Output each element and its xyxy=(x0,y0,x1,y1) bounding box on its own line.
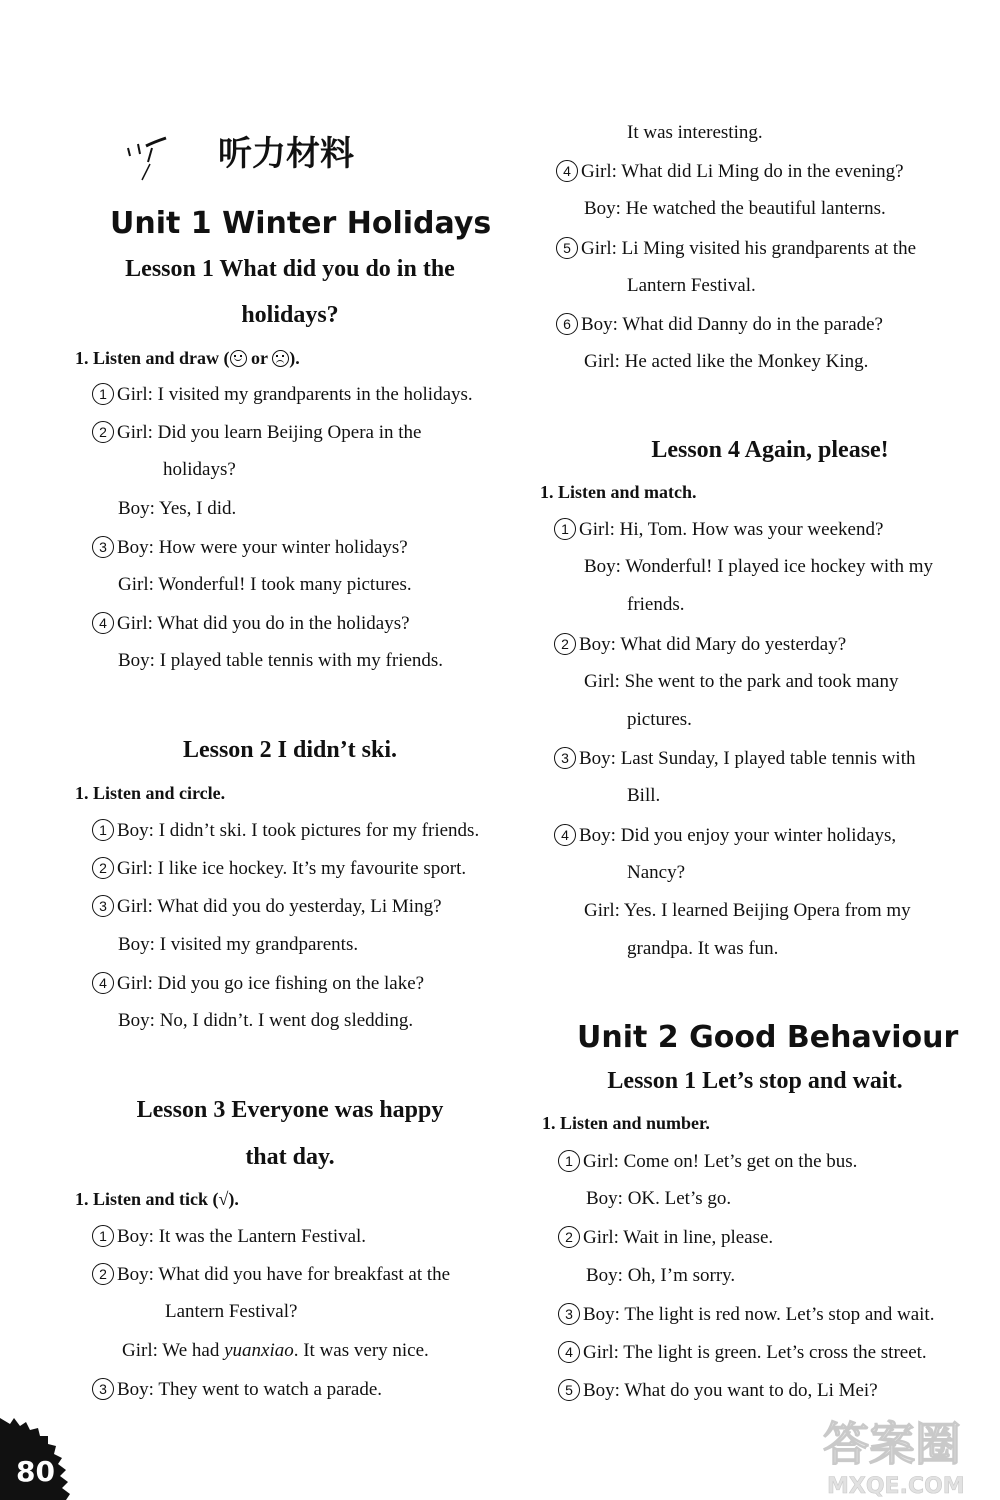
item-number: 2 xyxy=(92,857,114,879)
dialogue-text: Bill. xyxy=(627,785,661,806)
site-watermark-logo xyxy=(815,1405,1000,1500)
dialogue-line xyxy=(165,1301,297,1323)
item-number: 6 xyxy=(556,313,578,335)
dialogue-line xyxy=(118,1010,413,1032)
item-number: 2 xyxy=(554,633,576,655)
dialogue-line xyxy=(92,536,408,559)
dialogue-text: Girl: What did you do yesterday, Li Ming? xyxy=(117,896,442,917)
item-number: 2 xyxy=(92,421,114,443)
dialogue-line xyxy=(92,1263,450,1286)
dialogue-text: pictures. xyxy=(627,709,692,730)
dialogue-line xyxy=(627,709,692,731)
dialogue-text: . It was very nice. xyxy=(293,1340,429,1361)
dialogue-line xyxy=(92,1378,382,1401)
dialogue-text: Girl: I visited my grandparents in the holidays. xyxy=(117,384,473,405)
dialogue-line xyxy=(558,1303,934,1326)
dialogue-line xyxy=(92,421,421,444)
exercise-text: or xyxy=(246,348,273,368)
dialogue-text: Boy: Did you enjoy your winter holidays, xyxy=(579,825,897,846)
dialogue-line xyxy=(554,824,896,847)
item-number: 4 xyxy=(92,612,114,634)
dialogue-line xyxy=(118,934,358,956)
dialogue-line xyxy=(556,313,883,336)
dialogue-text: Boy: The light is red now. Let’s stop and wait. xyxy=(583,1304,935,1325)
dialogue-text: Boy: How were your winter holidays? xyxy=(117,537,408,558)
item-number: 5 xyxy=(556,237,578,259)
dialogue-text: Boy: What do you want to do, Li Mei? xyxy=(583,1380,878,1401)
dialogue-line xyxy=(584,556,933,578)
dialogue-text: Girl: We had xyxy=(122,1340,225,1361)
page-title: 听力材料 xyxy=(218,134,354,174)
dialogue-text: friends. xyxy=(627,594,685,615)
dialogue-line xyxy=(584,198,886,220)
dialogue-line xyxy=(118,650,443,672)
dialogue-text: Girl: Yes. I learned Beijing Opera from my xyxy=(584,900,911,921)
dialogue-text: Lantern Festival? xyxy=(165,1301,298,1322)
dialogue-text: Boy: Oh, I’m sorry. xyxy=(586,1265,736,1286)
dialogue-text: Boy: What did Mary do yesterday? xyxy=(579,634,847,655)
smiley-face-icon xyxy=(230,350,247,367)
unit-2-lesson-1-title: Lesson 1 Let’s stop and wait. xyxy=(607,1068,903,1094)
dialogue-text: Boy: OK. Let’s go. xyxy=(586,1188,732,1209)
dialogue-line xyxy=(627,785,660,807)
item-number: 2 xyxy=(558,1226,580,1248)
dialogue-text: Boy: I visited my grandparents. xyxy=(118,934,359,955)
dialogue-line xyxy=(92,972,424,995)
dialogue-line xyxy=(584,900,911,922)
dialogue-line xyxy=(558,1150,857,1173)
dialogue-line xyxy=(92,1225,366,1248)
exercise-heading xyxy=(75,348,300,369)
item-number: 1 xyxy=(554,518,576,540)
exercise-heading: 1. Listen and match. xyxy=(540,482,697,502)
item-number: 3 xyxy=(92,895,114,917)
dialogue-text: Girl: Li Ming visited his grandparents at the xyxy=(581,238,917,259)
item-number: 4 xyxy=(556,160,578,182)
dialogue-text: Boy: Wonderful! I played ice hockey with my xyxy=(584,556,934,577)
dialogue-text: Boy: Last Sunday, I played table tennis with xyxy=(579,748,916,769)
dialogue-text: Boy: No, I didn’t. I went dog sledding. xyxy=(118,1010,414,1031)
dialogue-line xyxy=(92,857,466,880)
dialogue-text: Boy: What did you have for breakfast at the xyxy=(117,1264,451,1285)
dialogue-text: Boy: They went to watch a parade. xyxy=(117,1379,383,1400)
item-number: 3 xyxy=(558,1303,580,1325)
dialogue-text: Girl: Hi, Tom. How was your weekend? xyxy=(579,519,884,540)
dialogue-text: Girl: The light is green. Let’s cross the street. xyxy=(583,1342,927,1363)
dialogue-text: Girl: What did you do in the holidays? xyxy=(117,613,410,634)
dialogue-line xyxy=(556,237,916,260)
pen-stroke-icon xyxy=(120,134,180,194)
exercise-text: 1. Listen and draw ( xyxy=(75,348,230,368)
lesson-1-title-line2: holidays? xyxy=(241,302,339,328)
page-number: 80 xyxy=(16,1455,55,1488)
dialogue-line xyxy=(586,1265,735,1287)
dialogue-line xyxy=(558,1226,773,1249)
dialogue-text: Boy: I played table tennis with my friends. xyxy=(118,650,444,671)
dialogue-line xyxy=(118,574,412,596)
item-number: 2 xyxy=(92,1263,114,1285)
dialogue-text: Girl: Did you learn Beijing Opera in the xyxy=(117,422,422,443)
dialogue-text: Lantern Festival. xyxy=(627,275,756,296)
item-number: 3 xyxy=(92,536,114,558)
dialogue-line xyxy=(92,895,442,918)
dialogue-text: Girl: Did you go ice fishing on the lake? xyxy=(117,973,425,994)
dialogue-line xyxy=(584,671,899,693)
dialogue-text: It was interesting. xyxy=(627,122,763,143)
dialogue-text: Girl: Wait in line, please. xyxy=(583,1227,774,1248)
dialogue-line xyxy=(118,498,236,520)
item-number: 1 xyxy=(92,383,114,405)
item-number: 1 xyxy=(558,1150,580,1172)
item-number: 1 xyxy=(92,1225,114,1247)
dialogue-text: Girl: He acted like the Monkey King. xyxy=(584,351,869,372)
dialogue-text: Girl: I like ice hockey. It’s my favourite sport. xyxy=(117,858,467,879)
item-number: 1 xyxy=(92,819,114,841)
dialogue-line xyxy=(584,351,868,373)
dialogue-line xyxy=(558,1341,927,1364)
dialogue-text: Girl: Come on! Let’s get on the bus. xyxy=(583,1151,858,1172)
dialogue-line xyxy=(92,819,479,842)
dialogue-text: holidays? xyxy=(163,459,236,480)
item-number: 4 xyxy=(92,972,114,994)
dialogue-line xyxy=(122,1340,429,1362)
lesson-2-title: Lesson 2 I didn’t ski. xyxy=(182,737,398,763)
dialogue-text: Boy: I didn’t ski. I took pictures for my friends. xyxy=(117,820,480,841)
dialogue-text: Boy: It was the Lantern Festival. xyxy=(117,1226,367,1247)
lesson-1-title-line1: Lesson 1 What did you do in the xyxy=(125,256,455,282)
exercise-text: ). xyxy=(289,348,300,368)
dialogue-line xyxy=(163,459,236,481)
lesson-3-title-line1: Lesson 3 Everyone was happy xyxy=(136,1097,444,1123)
item-number: 5 xyxy=(558,1379,580,1401)
dialogue-text: Nancy? xyxy=(627,862,686,883)
dialogue-text: Girl: She went to the park and took many xyxy=(584,671,899,692)
dialogue-text: Boy: He watched the beautiful lanterns. xyxy=(584,198,886,219)
item-number: 3 xyxy=(92,1378,114,1400)
sad-face-icon xyxy=(272,350,289,367)
svg-text:答案圈: 答案圈 xyxy=(823,1417,961,1471)
dialogue-text: Girl: Wonderful! I took many pictures. xyxy=(118,574,412,595)
dialogue-line xyxy=(627,862,685,884)
lesson-4-title: Lesson 4 Again, please! xyxy=(651,437,889,463)
lesson-3-title-line2: that day. xyxy=(245,1144,335,1170)
dialogue-line xyxy=(92,612,410,635)
unit-1-title: Unit 1 Winter Holidays xyxy=(110,206,492,241)
exercise-heading: 1. Listen and circle. xyxy=(75,783,226,803)
exercise-heading: 1. Listen and number. xyxy=(542,1113,710,1133)
dialogue-line xyxy=(558,1379,878,1402)
item-number: 4 xyxy=(554,824,576,846)
dialogue-text: Boy: Yes, I did. xyxy=(118,498,237,519)
dialogue-line xyxy=(554,747,916,770)
dialogue-line xyxy=(92,383,473,406)
dialogue-line xyxy=(627,594,685,616)
dialogue-text: grandpa. It was fun. xyxy=(627,938,779,959)
dialogue-line xyxy=(556,160,904,183)
item-number: 4 xyxy=(558,1341,580,1363)
dialogue-line xyxy=(627,275,756,297)
svg-text:MXQE.COM: MXQE.COM xyxy=(827,1474,965,1499)
exercise-heading: 1. Listen and tick (√). xyxy=(75,1189,239,1209)
dialogue-line xyxy=(627,122,763,144)
food-word: yuanxiao xyxy=(224,1340,294,1361)
item-number: 3 xyxy=(554,747,576,769)
dialogue-line xyxy=(627,938,778,960)
dialogue-line xyxy=(554,518,883,541)
dialogue-text: Boy: What did Danny do in the parade? xyxy=(581,314,883,335)
unit-2-title: Unit 2 Good Behaviour xyxy=(577,1020,959,1055)
dialogue-line xyxy=(586,1188,731,1210)
dialogue-text: Girl: What did Li Ming do in the evening? xyxy=(581,161,904,182)
dialogue-line xyxy=(554,633,846,656)
